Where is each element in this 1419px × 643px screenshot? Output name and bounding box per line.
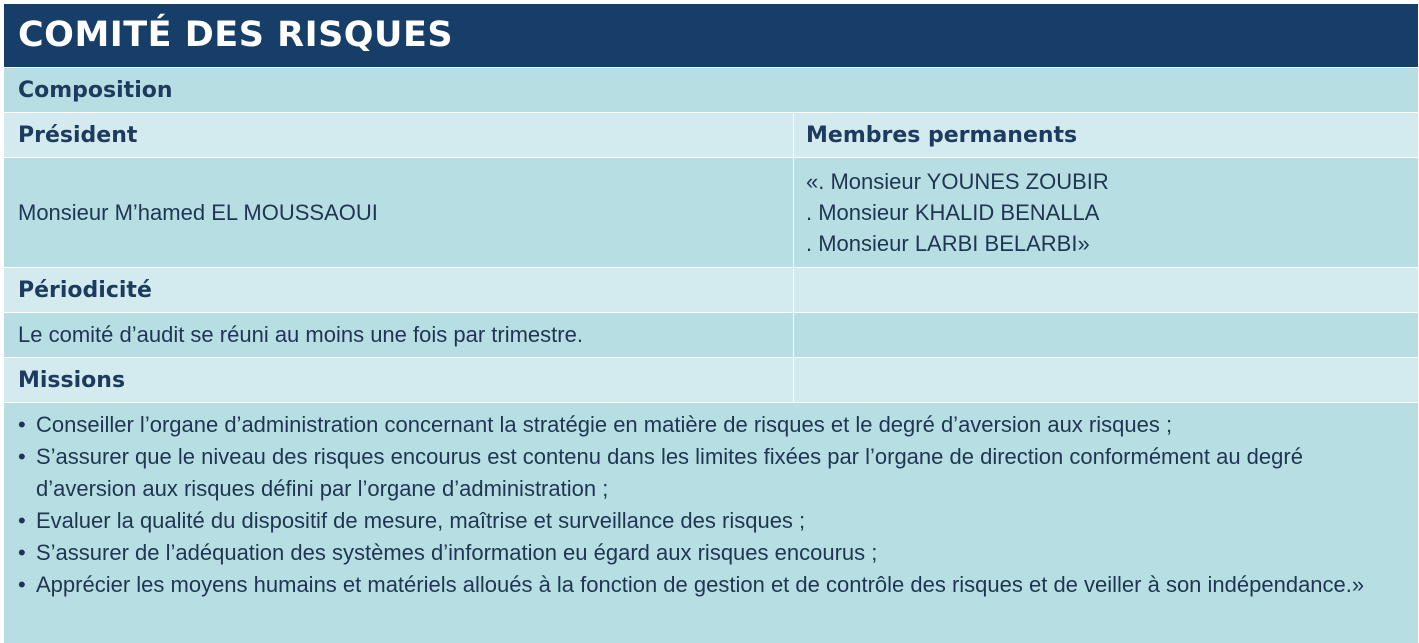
periodicity-row — [4, 267, 1418, 312]
missions-list — [4, 403, 1418, 643]
missions-row — [4, 402, 1418, 643]
bullet-icon: • — [18, 540, 26, 565]
composition-header-row — [4, 112, 1418, 157]
missions-heading: Missions — [18, 367, 126, 393]
bullet-icon: • — [18, 444, 26, 469]
empty-cell — [793, 358, 1418, 402]
president-heading: Président — [18, 122, 138, 148]
table-title: COMITÉ DES RISQUES — [4, 4, 1418, 67]
member-item: «. Monsieur YOUNES ZOUBIR — [806, 169, 1109, 194]
mission-text: Apprécier les moyens humains et matériels alloués à la fonction de gestion et de contrôle des risques et de veiller à son indépendance.» — [36, 572, 1365, 597]
bullet-icon: • — [18, 572, 26, 597]
president-name: Monsieur M’hamed EL MOUSSAOUI — [18, 199, 378, 225]
members-heading: Membres permanents — [793, 113, 1418, 157]
periodicity-text-row — [4, 312, 1418, 357]
mission-text: Conseiller l’organe d’administration concernant la stratégie en matière de risques et le degré d’aversion aux risques ; — [36, 412, 1173, 437]
composition-row — [4, 67, 1418, 112]
list-item — [18, 569, 1404, 601]
mission-text: S’assurer que le niveau des risques encourus est contenu dans les limites fixées par l’organe de direction conformément au degré d’aversion aux risques défini par l’organe d’administration ; — [36, 444, 1303, 501]
empty-cell — [793, 313, 1418, 357]
composition-heading: Composition — [18, 77, 173, 103]
periodicity-heading: Périodicité — [18, 277, 152, 303]
list-item — [18, 537, 1404, 569]
list-item — [18, 505, 1404, 537]
members-list — [793, 158, 1418, 267]
periodicity-text: Le comité d’audit se réuni au moins une fois par trimestre. — [18, 322, 583, 347]
mission-text: S’assurer de l’adéquation des systèmes d’information eu égard aux risques encourus ; — [36, 540, 878, 565]
list-item — [18, 441, 1404, 505]
composition-values-row — [4, 157, 1418, 267]
bullet-icon: • — [18, 412, 26, 437]
list-item — [18, 409, 1404, 441]
bullet-icon: • — [18, 508, 26, 533]
member-item: . Monsieur LARBI BELARBI» — [806, 231, 1090, 256]
mission-text: Evaluer la qualité du dispositif de mesure, maîtrise et surveillance des risques ; — [36, 508, 806, 533]
empty-cell — [793, 268, 1418, 312]
risk-committee-table — [4, 4, 1418, 643]
member-item: . Monsieur KHALID BENALLA — [806, 200, 1100, 225]
missions-heading-row — [4, 357, 1418, 402]
